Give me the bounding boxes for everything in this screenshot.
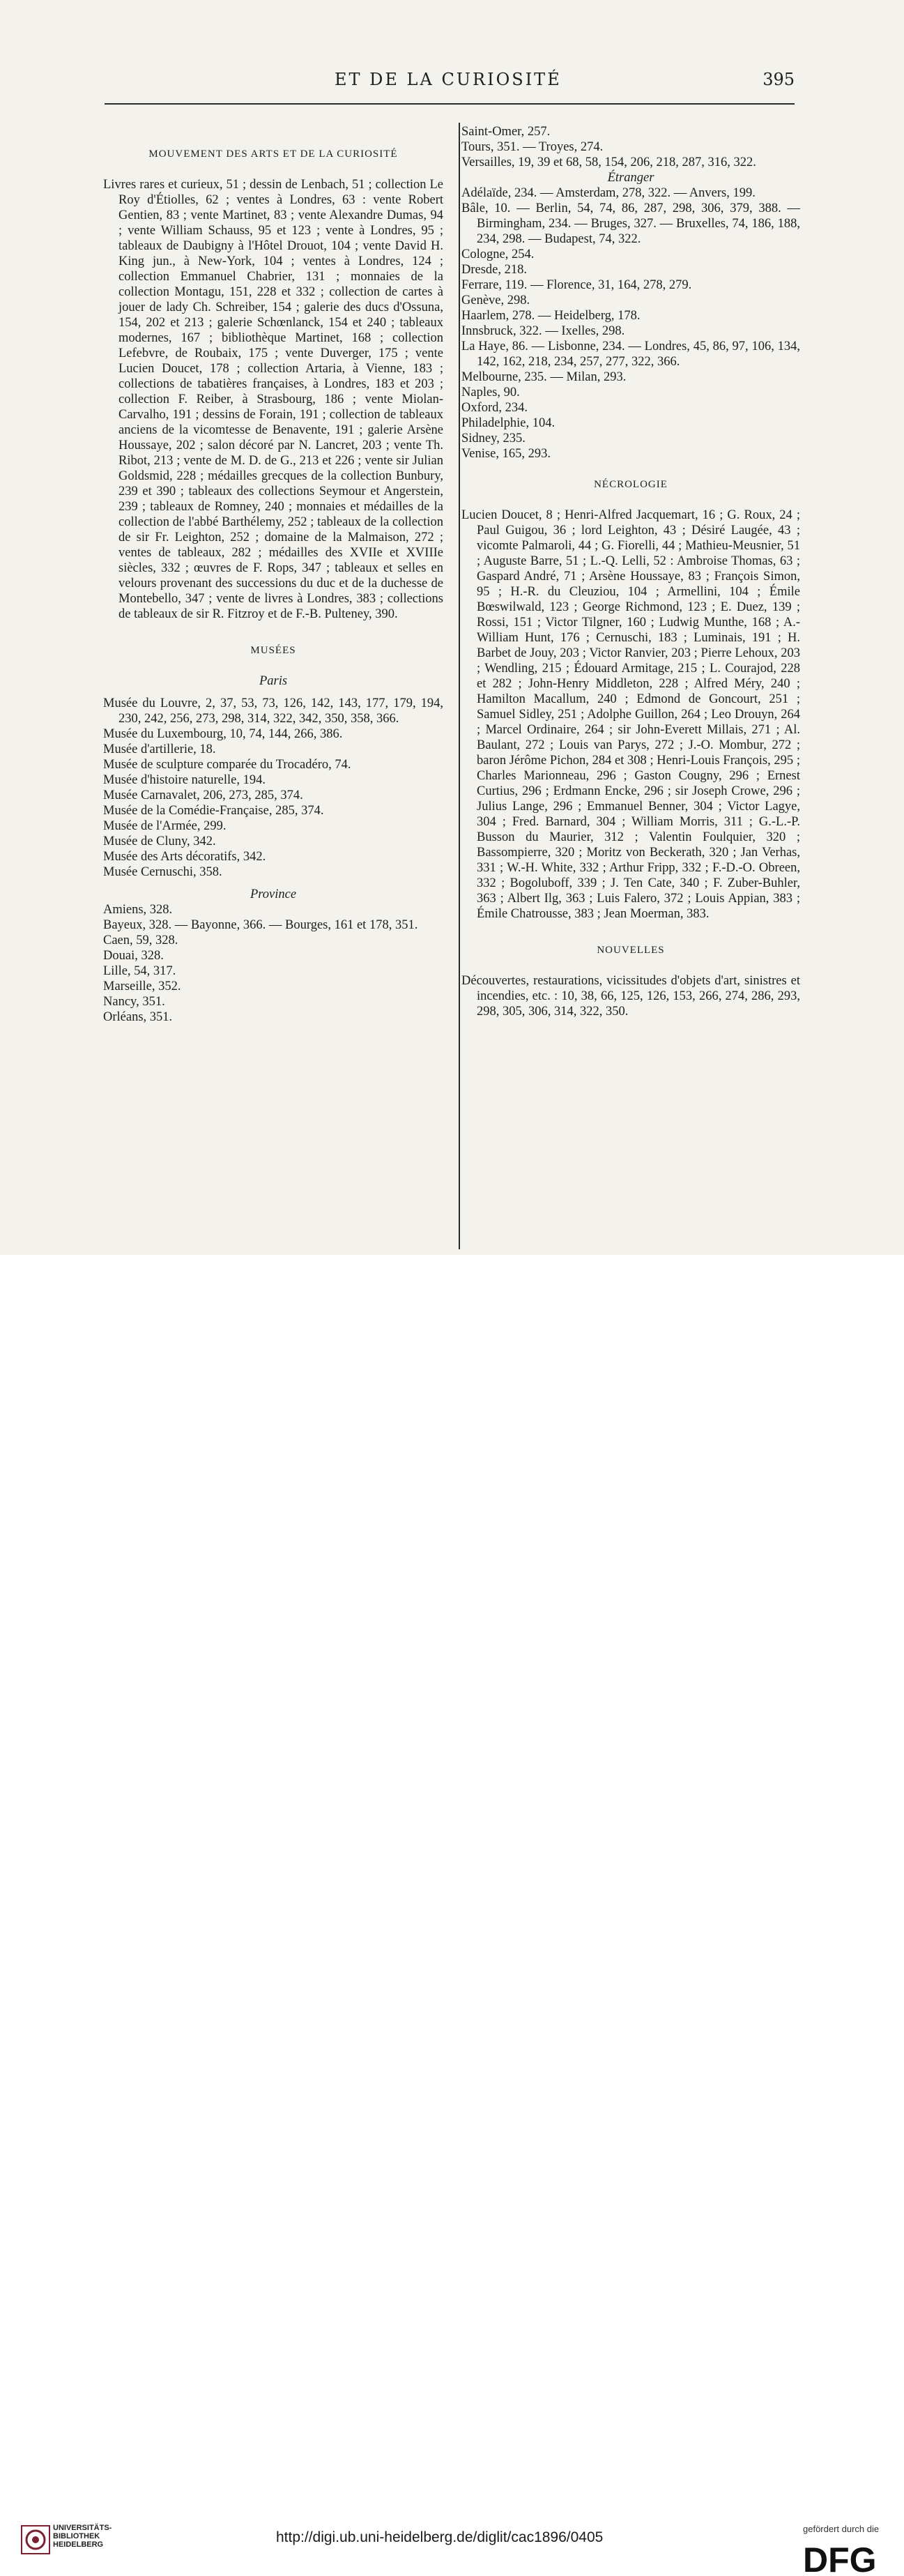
subheading-province: Province [250,887,297,901]
section-heading-musees: MUSÉES [250,645,296,656]
etranger-entry: Venise, 165, 293. [461,447,551,461]
etranger-entry: Innsbruck, 322. — Ixelles, 298. [461,324,625,338]
province-entry: Caen, 59, 328. [103,933,178,947]
subheading-paris: Paris [259,674,288,688]
left-column [103,146,443,1025]
nouvelles-paragraph: Découvertes, restaurations, vicissitudes d'objets d'art, sinistres et incendies, etc. : 10, 38, 66, 125, 126, 153, 266, 274, 286, 293, 298, 305, 306, 314, 322, 350. [461,974,800,1019]
necrologie-paragraph: Lucien Doucet, 8 ; Henri-Alfred Jacquemart, 16 ; G. Roux, 24 ; Paul Guigou, 36 ; lord Leighton, 43 ; Désiré Laugée, 43 ; vicomte Palmaroli, 44 ; G. Fiorelli, 44 ; Mathieu-Meusnier, 51 ; Auguste Barre, 51 ; L.-Q. Lelli, 52 : Ambroise Thomas, 63 ; Gaspard André, 71 ; Arsène Houssaye, 83 ; François Simon, 95 ; H.-R. du Cleuziou, 104 ; Armellini, 104 ; Émile Bœswilwald, 123 ; George Richmond, 123 ; E. Duez, 139 ; Rossi, 151 ; Victor Tilgner, 160 ; Ludwig Munthe, 168 ; A.-William Hunt, 176 ; Cernuschi, 183 ; Luminais, 191 ; H. Barbet de Jouy, 203 ; Victor Ranvier, 203 ; Pierre Lehoux, 203 ; Wendling, 215 ; Édouard Armitage, 215 ; L. Courajod, 228 et 282 ; John-Henry Middleton, 228 ; Alfred Méry, 240 ; Hamilton Macallum, 240 ; Edmond de Goncourt, 251 ; Samuel Sidley, 251 ; Adolphe Guillon, 264 ; Leo Drouyn, 264 ; Marcel Ordinaire, 264 ; sir John-Everett Millais, 271 ; Al. Baulant, 272 ; Louis van Parys, 272 ; J.-O. Mombur, 272 ; baron Jérôme Pichon, 284 et 308 ; Henri-Louis François, 295 ; Charles Marionneau, 296 ; Gaston Cougny, 296 ; Ernest Curtius, 296 ; Erdmann Encke, 296 ; sir Joseph Crowe, 296 ; Julius Lange, 296 ; Emmanuel Benner, 304 ; Victor Lagye, 304 ; Fred. Barnard, 304 ; William Morris, 311 ; G.-L.-P. Busson du Maurier, 312 ; Valentin Foulquier, 320 ; Bassompierre, 320 ; Moritz von Beckerath, 320 ; Jan Verhas, 331 ; W.-H. White, 332 ; Arthur Fripp, 332 ; F.-D.-O. Obreen, 332 ; Bogoluboff, 339 ; J. Ten Cate, 340 ; F. Zuber-Buhler, 363 ; Albert Ilg, 363 ; Luis Falero, 372 ; Louis Appian, 383 ; Émile Chatrousse, 383 ; Jean Moerman, 383. [461,508,800,921]
province-entry: Versailles, 19, 39 et 68, 58, 154, 206, 218, 287, 316, 322. [461,155,756,169]
paris-list [103,696,443,880]
etranger-entry: Oxford, 234. [461,401,528,415]
scanned-page [0,0,904,1255]
paris-entry: Musée de la Comédie-Française, 285, 374. [103,804,324,818]
paris-entry: Musée des Arts décoratifs, 342. [103,850,266,864]
page-number: 395 [763,70,795,89]
etranger-entry: Sidney, 235. [461,432,526,445]
etranger-entry: Dresde, 218. [461,263,528,277]
viewer-footer [0,1255,904,2576]
etranger-entry: Haarlem, 278. — Heidelberg, 178. [461,309,641,323]
paris-entry: Musée d'artillerie, 18. [103,742,216,756]
province-entry: Lille, 54, 317. [103,964,176,978]
province-list [103,902,443,1025]
university-logo-icon [21,2525,50,2554]
province-entry: Marseille, 352. [103,980,181,993]
section-heading-necrologie: NÉCROLOGIE [594,479,668,490]
province-entry: Douai, 328. [103,949,164,963]
paris-entry: Musée du Luxembourg, 10, 74, 144, 266, 386. [103,727,343,741]
etranger-entry: Cologne, 254. [461,247,535,261]
subheading-etranger: Étranger [607,171,654,185]
paris-entry: Musée de l'Armée, 299. [103,819,227,833]
running-title: ET DE LA CURIOSITÉ [335,70,562,89]
source-url-link[interactable]: http://digi.ub.uni-heidelberg.de/diglit/cac1896/0405 [276,2529,604,2545]
etranger-entry: Genève, 298. [461,294,530,307]
university-name [53,2524,112,2549]
mouvement-paragraph: Livres rares et curieux, 51 ; dessin de Lenbach, 51 ; collection Le Roy d'Étiolles, 62 ; ventes à Londres, 63 : vente Robert Gentien, 83 ; vente Martinet, 83 ; vente Alexandre Dumas, 94 ; vente William Schauss, 95 et 123 ; vente à Londres, 95 ; tableaux de Daubigny à l'Hôtel Drouot, 104 ; vente David H. King jun., à New-York, 104 ; ventes à Londres, 124 ; collection Emmanuel Chabrier, 131 ; monnaies de la collection Montagu, 151, 228 et 332 ; collection de cartes à jouer de lady Ch. Schreiber, 154 ; galerie des ducs d'Ossuna, 154, 202 et 213 ; galerie Schœnlanck, 154 et 240 ; tableaux modernes, 167 ; bibliothèque Martinet, 168 ; collection Lefebvre, de Roubaix, 175 ; vente Duverger, 175 ; vente Lucien Doucet, 178 ; collection Artaria, à Vienne, 183 ; collections de tabatières françaises, à Londres, 183 et 203 ; collection F. Reiber, à Strasbourg, 186 ; vente Miolan-Carvalho, 191 ; dessins de Forain, 191 ; collection de tableaux anciens de la vicomtesse de Benavente, 191 ; galerie Arsène Houssaye, 202 ; salon décoré par N. Lancret, 203 ; vente Th. Ribot, 213 ; vente de M. D. de G., 213 et 226 ; vente sir Julian Goldsmid, 228 ; médailles grecques de la collection Bunbury, 239 et 390 ; tableaux des collections Seymour et Angerstein, 239 ; tableaux de Romney, 240 ; monnaies et médailles de la collection de l'abbé Barthélemy, 252 ; tableaux de la collection de sir Fr. Leighton, 252 ; domaine de la Malmaison, 272 ; ventes de tableaux, 282 ; médailles des XVIIe et XVIIIe siècles, 332 ; œuvres de F. Rops, 347 ; tableaux et selles en velours provenant des successions du duc et de la duchesse de Montebello, 347 ; vente de livres à Londres, 383 ; collections de tableaux de sir R. Fitzroy et de F.-B. Pulteney, 390. [103,178,443,621]
paris-entry: Musée Carnavalet, 206, 273, 285, 374. [103,788,303,802]
province-entry: Amiens, 328. [103,903,173,917]
etranger-entry: La Haye, 86. — Lisbonne, 234. — Londres, 45, 86, 97, 106, 134, 142, 162, 218, 234, 257, 277, 322, 366. [461,340,800,369]
etranger-entry: Bâle, 10. — Berlin, 54, 74, 86, 287, 298, 306, 379, 388. — Birmingham, 234. — Bruges, 327. — Bruxelles, 74, 186, 188, 234, 298. — Budapest, 74, 322. [461,201,800,246]
paris-entry: Musée du Louvre, 2, 37, 53, 73, 126, 142, 143, 177, 179, 194, 230, 242, 256, 273, 298, 314, 322, 342, 350, 358, 366. [103,696,443,726]
province-entry: Saint-Omer, 257. [461,125,551,139]
paris-entry: Musée d'histoire naturelle, 194. [103,773,266,787]
province-entry: Tours, 351. — Troyes, 274. [461,140,604,154]
province-continued-list [461,124,800,170]
province-entry: Bayeux, 328. — Bayonne, 366. — Bourges, 161 et 178, 351. [103,918,418,932]
province-entry: Nancy, 351. [103,995,165,1009]
section-heading-nouvelles: NOUVELLES [597,945,665,956]
section-heading-mouvement: MOUVEMENT DES ARTS ET DE LA CURIOSITÉ [148,148,398,160]
header-rule [105,103,795,105]
etranger-list [461,185,800,462]
dfg-logo-icon [802,2541,888,2576]
etranger-entry: Naples, 90. [461,386,520,399]
etranger-entry: Adélaïde, 234. — Amsterdam, 278, 322. — Anvers, 199. [461,186,756,200]
running-head [105,70,795,93]
paris-entry: Musée Cernuschi, 358. [103,865,222,879]
paris-entry: Musée de Cluny, 342. [103,834,216,848]
province-entry: Orléans, 351. [103,1010,173,1024]
university-line: BIBLIOTHEK [53,2532,100,2540]
university-line: HEIDELBERG [53,2540,104,2549]
paris-entry: Musée de sculpture comparée du Trocadéro, 74. [103,758,351,772]
dfg-logo-text: DFG [803,2541,877,2576]
university-line: UNIVERSITÄTS- [53,2524,112,2532]
etranger-entry: Melbourne, 235. — Milan, 293. [461,370,627,384]
funded-by-label: gefördert durch die [803,2524,880,2534]
right-column [461,124,800,1019]
etranger-entry: Philadelphie, 104. [461,416,556,430]
column-divider [459,123,460,1249]
etranger-entry: Ferrare, 119. — Florence, 31, 164, 278, 279. [461,278,692,292]
